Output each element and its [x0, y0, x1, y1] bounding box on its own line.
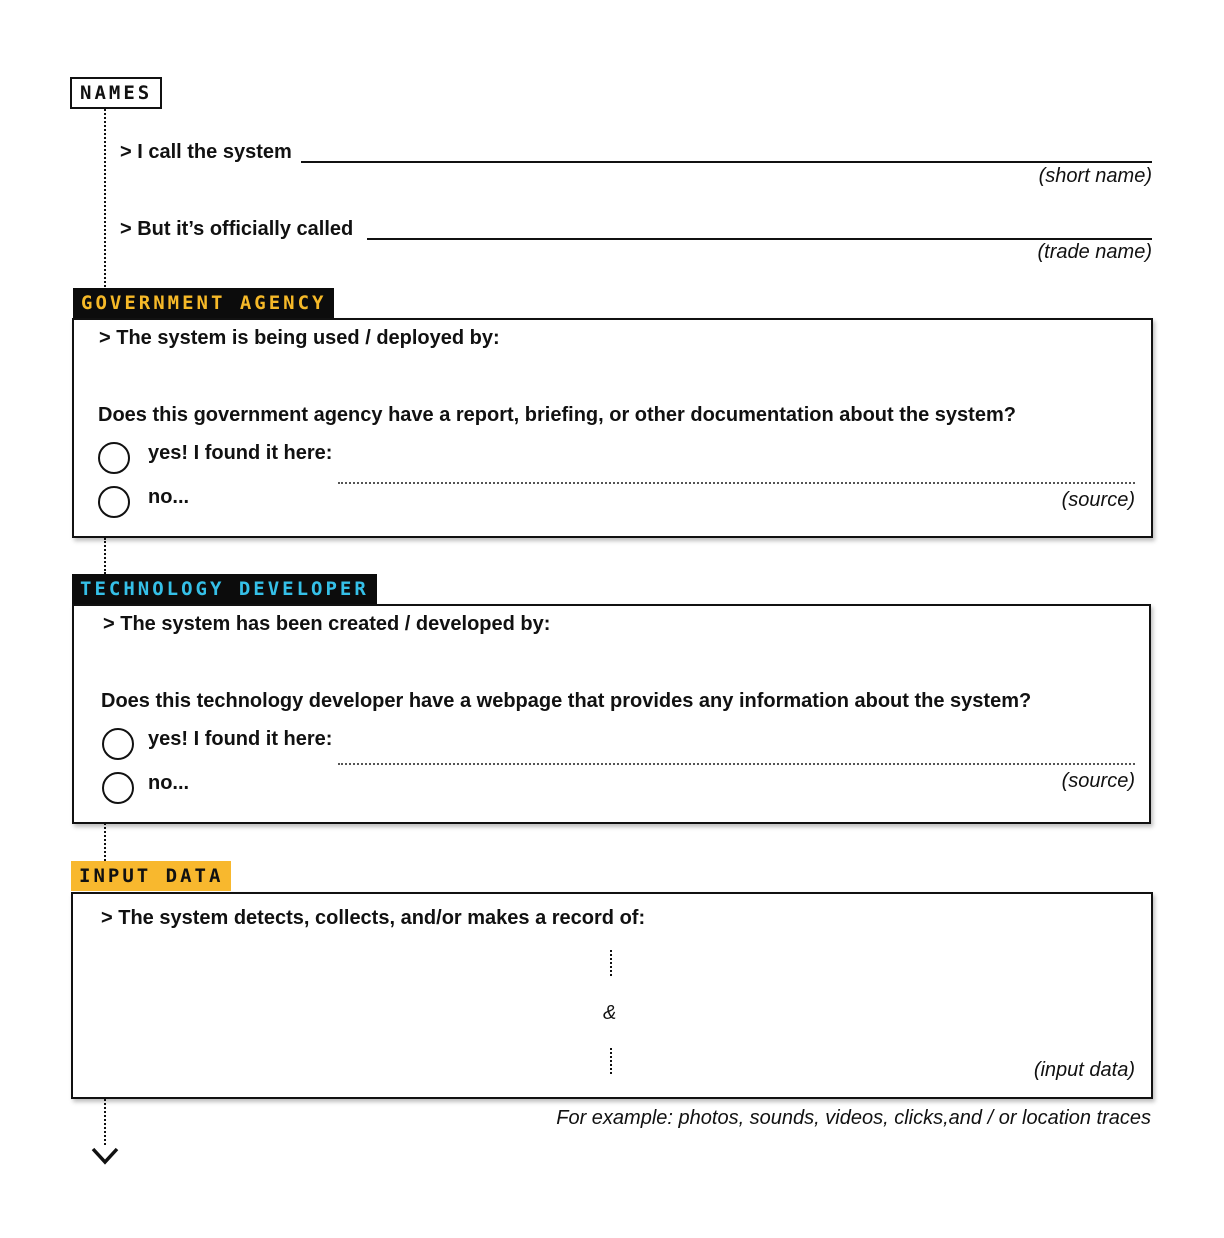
trade-name-hint: (trade name) [1037, 241, 1152, 263]
short-name-hint: (short name) [1038, 165, 1152, 187]
flow-connector [104, 109, 106, 287]
tech-yes-radio[interactable] [102, 728, 134, 760]
technology-developer-panel [72, 604, 1151, 824]
flow-connector [104, 1099, 106, 1145]
input-data-tag: INPUT DATA [71, 861, 231, 891]
tech-no-radio[interactable] [102, 772, 134, 804]
government-agency-prompt: > The system is being used / deployed by: [99, 327, 500, 349]
government-agency-tag: GOVERNMENT AGENCY [73, 288, 334, 318]
short-name-field[interactable] [301, 161, 1152, 163]
tech-source-field[interactable] [338, 763, 1135, 765]
flow-connector [104, 538, 106, 574]
gov-no-label: no... [148, 486, 190, 508]
input-data-prompt: > The system detects, collects, and/or makes a record of: [101, 907, 646, 929]
names-section-tag: NAMES [70, 77, 162, 109]
input-data-field[interactable] [610, 950, 612, 976]
tech-yes-label: yes! I found it here: [148, 728, 333, 750]
technology-developer-prompt: > The system has been created / developed by: [103, 613, 551, 635]
gov-source-field[interactable] [338, 482, 1135, 484]
government-agency-question: Does this government agency have a report, briefing, or other documentation about the system? [98, 404, 1016, 426]
input-data-hint: (input data) [1033, 1059, 1135, 1081]
trade-name-field[interactable] [367, 238, 1152, 240]
gov-no-radio[interactable] [98, 486, 130, 518]
gov-yes-radio[interactable] [98, 442, 130, 474]
input-data-ampersand: & [603, 1002, 617, 1024]
short-name-prompt: > I call the system [120, 141, 292, 163]
gov-yes-label: yes! I found it here: [148, 442, 333, 464]
technology-developer-question: Does this technology developer have a webpage that provides any information about the system? [101, 690, 1032, 712]
input-data-field[interactable] [610, 1048, 612, 1074]
tech-no-label: no... [148, 772, 190, 794]
technology-developer-tag: TECHNOLOGY DEVELOPER [72, 574, 377, 604]
tech-source-hint: (source) [1061, 770, 1135, 792]
flow-connector [104, 823, 106, 861]
gov-source-hint: (source) [1061, 489, 1135, 511]
input-data-example: For example: photos, sounds, videos, clicks,and / or location traces [556, 1107, 1151, 1129]
government-agency-panel [72, 318, 1153, 538]
trade-name-prompt: > But it’s officially called [120, 218, 354, 240]
chevron-down-icon [90, 1145, 120, 1167]
